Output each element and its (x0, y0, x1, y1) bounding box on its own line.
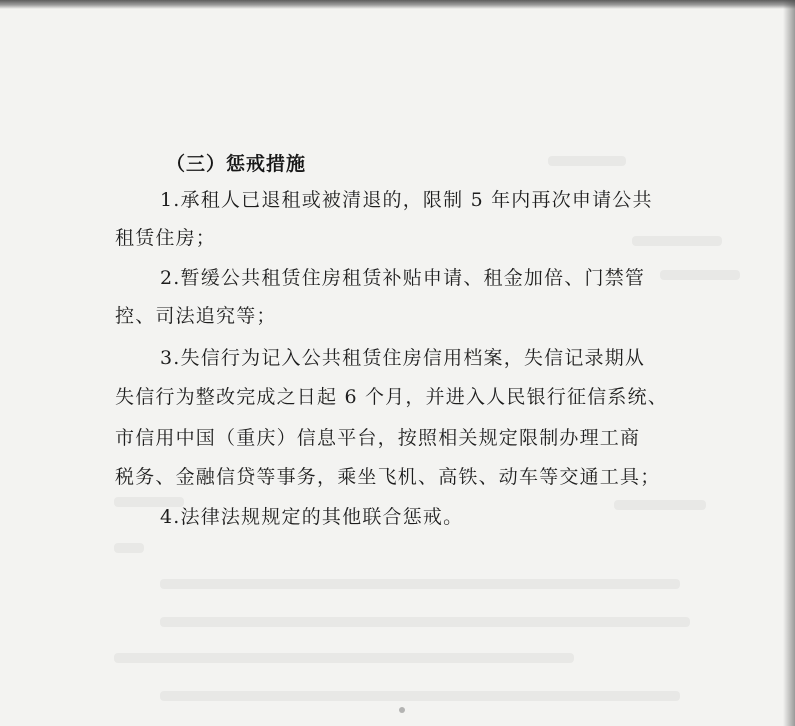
bleed-through-line (632, 236, 722, 246)
paragraph-line-9: 4.法律法规规定的其他联合惩戒。 (160, 506, 464, 528)
bleed-through-line (160, 617, 690, 627)
paragraph-line-8: 税务、金融信贷等事务，乘坐飞机、高铁、动车等交通工具； (115, 466, 661, 488)
paragraph-line-5: 3.失信行为记入公共租赁住房信用档案，失信记录期从 (160, 347, 646, 369)
bleed-through-line (114, 653, 574, 663)
bleed-through-line (160, 579, 680, 589)
bleed-through-line (614, 500, 706, 510)
paragraph-line-1: 1.承租人已退租或被清退的，限制 5 年内再次申请公共 (160, 189, 653, 211)
bleed-through-line (114, 543, 144, 553)
bleed-through-line (548, 156, 626, 166)
bleed-through-line (160, 691, 680, 701)
scan-top-edge-shadow (0, 0, 795, 9)
section-heading: （三）惩戒措施 (166, 153, 307, 175)
paragraph-line-6: 失信行为整改完成之日起 6 个月，并进入人民银行征信系统、 (115, 386, 668, 408)
paragraph-line-3: 2.暂缓公共租赁住房租赁补贴申请、租金加倍、门禁管 (160, 267, 646, 289)
paragraph-line-4: 控、司法追究等； (115, 305, 277, 327)
paragraph-line-7: 市信用中国（重庆）信息平台，按照相关规定限制办理工商 (115, 427, 641, 449)
scan-speck (399, 707, 405, 713)
scan-right-edge-shadow (783, 0, 795, 726)
bleed-through-line (660, 270, 740, 280)
paragraph-line-2: 租赁住房； (115, 227, 217, 249)
